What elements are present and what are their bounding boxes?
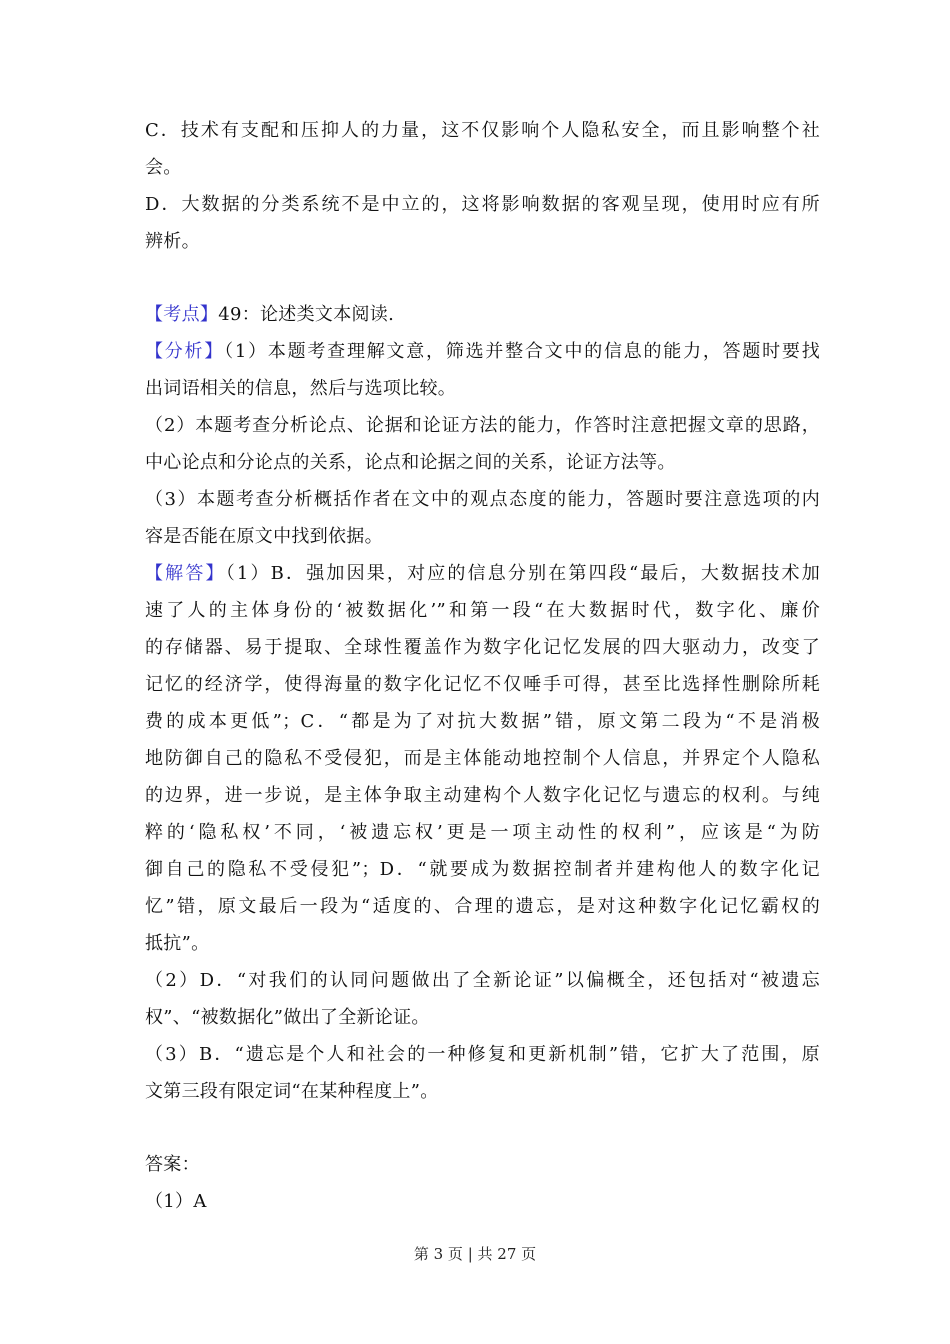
answer-section	[145, 1146, 820, 1220]
jieda-line-1	[145, 555, 820, 592]
jieda-line: 抵抗”。	[145, 933, 210, 954]
fenxi-line: （2）本题考查分析论点、论据和论证方法的能力，作答时注意把握文章的思路，	[145, 415, 820, 436]
jieda-line: 权”、“被数据化”做出了全新论证。	[145, 1007, 430, 1028]
jieda-section	[145, 555, 820, 1110]
jieda-line: 的边界，进一步说，是主体争取主动建构个人数字化记忆与遗忘的权利。与纯	[145, 785, 820, 806]
jieda-line: 粹的‘隐私权’不同，‘被遗忘权’更是一项主动性的权利”，应该是“为防	[145, 822, 820, 843]
kaodian-text: 49：论述类文本阅读.	[218, 304, 395, 325]
fenxi-line: 中心论点和分论点的关系，论点和论据之间的关系，论证方法等。	[145, 452, 676, 473]
kaodian-section	[145, 296, 820, 333]
fenxi-line-1	[145, 333, 820, 370]
fenxi-first-line: （1）本题考查理解文意，筛选并整合文中的信息的能力，答题时要找	[224, 341, 821, 362]
answer-item: （1）A	[145, 1191, 207, 1212]
jieda-line: 地防御自己的隐私不受侵犯，而是主体能动地控制个人信息，并界定个人隐私	[145, 748, 820, 769]
option-c-line-2: 会。	[145, 157, 182, 178]
option-d	[145, 186, 820, 260]
option-d-line-2: 辨析。	[145, 231, 200, 252]
jieda-line: 御自己的隐私不受侵犯”；D．“就要成为数据控制者并建构他人的数字化记	[145, 859, 820, 880]
jieda-line: 记忆的经济学，使得海量的数字化记忆不仅唾手可得，甚至比选择性删除所耗	[145, 674, 820, 695]
fenxi-section	[145, 333, 820, 555]
kaodian-label: 【考点】	[145, 304, 219, 325]
jieda-line: 的存储器、易于提取、全球性覆盖作为数字化记忆发展的四大驱动力，改变了	[145, 637, 820, 658]
spacer	[145, 1110, 820, 1146]
fenxi-line: 容是否能在原文中找到依据。	[145, 526, 383, 547]
jieda-first-line: （1）B．强加因果，对应的信息分别在第四段“最后，大数据技术加	[225, 563, 820, 584]
jieda-line: 速了人的主体身份的‘被数据化’”和第一段“在大数据时代，数字化、廉价	[145, 600, 820, 621]
jieda-line: 忆”错，原文最后一段为“适度的、合理的遗忘，是对这种数字化记忆霸权的	[145, 896, 820, 917]
option-d-line-1: D．大数据的分类系统不是中立的，这将影响数据的客观呈现，使用时应有所	[145, 194, 820, 215]
page-content	[145, 112, 820, 1220]
option-c-line-1: C．技术有支配和压抑人的力量，这不仅影响个人隐私安全，而且影响整个社	[145, 120, 820, 141]
fenxi-line: （3）本题考查分析概括作者在文中的观点态度的能力，答题时要注意选项的内	[145, 489, 820, 510]
fenxi-label: 【分析】	[145, 341, 225, 362]
jieda-line: （2）D．“对我们的认同问题做出了全新论证”以偏概全，还包括对“被遗忘	[145, 970, 820, 991]
option-c	[145, 112, 820, 186]
spacer	[145, 260, 820, 296]
answer-heading: 答案：	[145, 1154, 200, 1175]
jieda-label: 【解答】	[145, 563, 226, 584]
jieda-line: （3）B．“遗忘是个人和社会的一种修复和更新机制”错，它扩大了范围，原	[145, 1044, 820, 1065]
fenxi-line: 出词语相关的信息，然后与选项比较。	[145, 378, 457, 399]
page-footer: 第 3 页 | 共 27 页	[413, 1245, 537, 1263]
jieda-line: 费的成本更低”；C．“都是为了对抗大数据”错，原文第二段为“不是消极	[145, 711, 820, 732]
jieda-line: 文第三段有限定词“在某种程度上”。	[145, 1081, 439, 1102]
